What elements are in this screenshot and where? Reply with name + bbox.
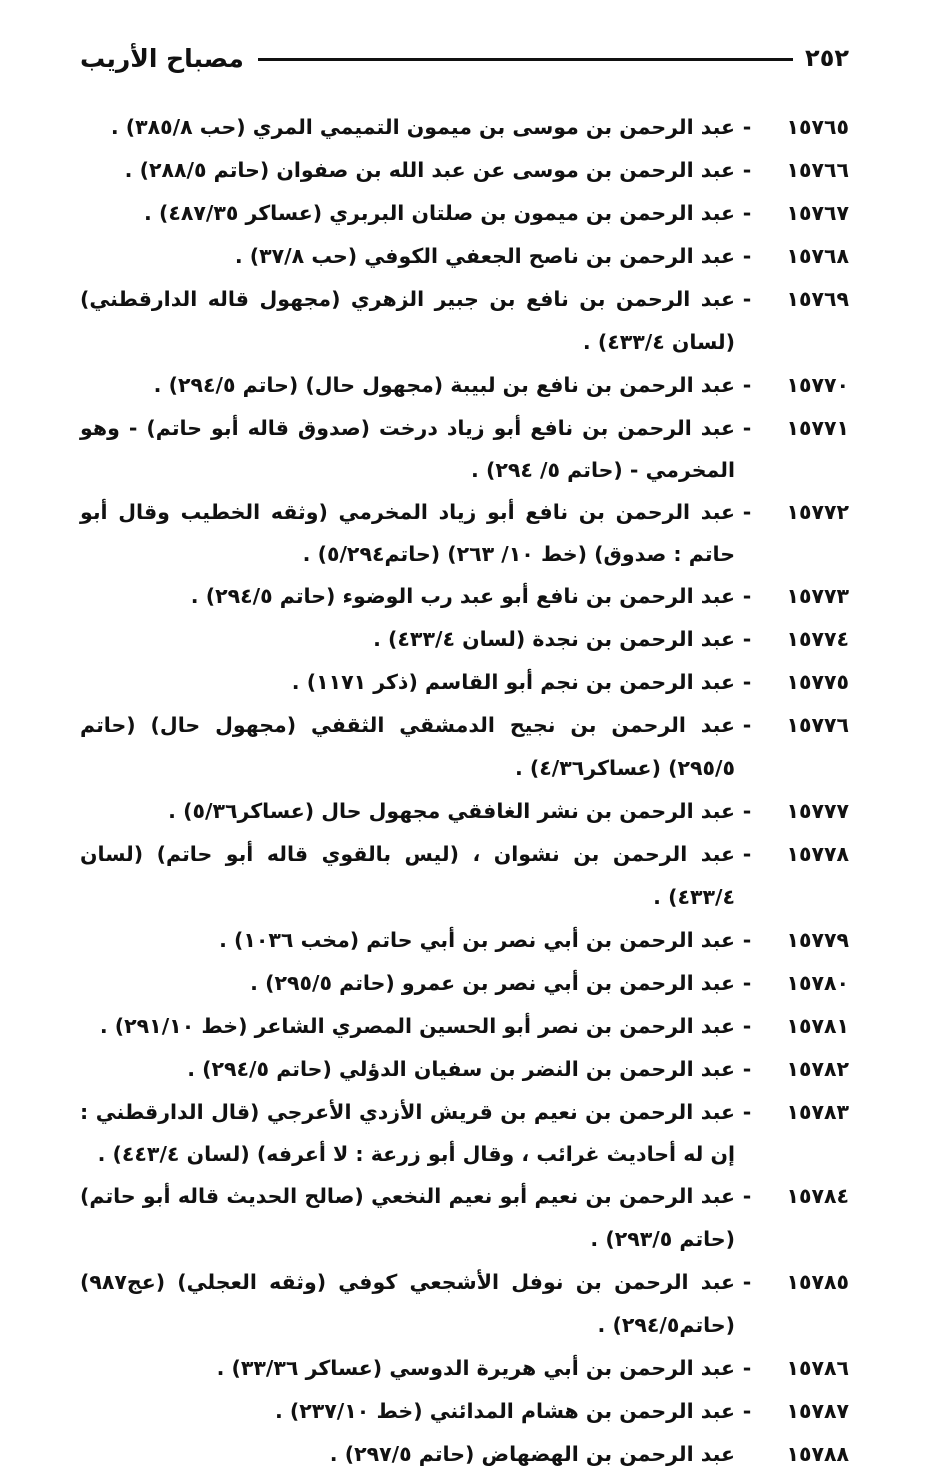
entry-text: عبد الرحمن بن موسى بن ميمون التميمي المري (حب ٣٨٥/٨) . [110,115,735,139]
entry-text: عبد الرحمن بن نعيم أبو نعيم النخعي (صالح الحديث قاله أبو حاتم) (حاتم ٢٩٣/٥) . [80,1184,735,1251]
list-item [80,491,849,575]
entry-number: ١٥٧٨١ [786,1014,849,1038]
entry-number: ١٥٧٨٣ [786,1100,849,1124]
entry-text: عبد الرحمن بن نجم أبو القاسم (ذكر ١١٧١) . [291,670,735,694]
entry-dash: - [742,1399,752,1423]
entry-dash: - [742,842,752,866]
entry-number: ١٥٧٦٨ [786,244,849,268]
entry-number: ١٥٧٨٠ [786,971,849,995]
header-rule [258,58,793,61]
entry-text: عبد الرحمن بن نعيم بن قريش الأزدي الأعرجي (قال الدارقطني : إن له أحاديث غرائب ، وقال أبو زرعة : لا أعرفه) (لسان ٤٤٣/٤) . [80,1100,735,1166]
entry-number: ١٥٧٧٤ [786,627,849,651]
list-item [80,1091,849,1175]
entry-text: عبد الرحمن بن نجيح الدمشقي الثقفي (مجهول حال) (حاتم ٢٩٥/٥) (عساكر٤/٣٦) . [80,713,735,780]
list-item [80,790,849,833]
page-header [80,38,849,78]
list-item [80,661,849,704]
entry-text: عبد الرحمن بن نافع أبو زياد درخت (صدوق قاله أبو حاتم) - وهو المخرمي - (حاتم ٥/ ٢٩٤) . [80,416,735,482]
entry-number: ١٥٧٦٦ [786,158,849,182]
entry-dash: - [742,158,752,182]
list-item [80,364,849,407]
entry-number: ١٥٧٧٨ [786,842,849,866]
entry-dash: - [742,713,752,737]
entry-number: ١٥٧٧٦ [786,713,849,737]
entry-number: ١٥٧٨٦ [786,1356,849,1380]
entry-text: عبد الرحمن بن هشام المدائني (خط ٢٣٧/١٠) . [274,1399,735,1423]
list-item [80,235,849,278]
list-item [80,1390,849,1433]
entry-text: عبد الرحمن بن نافع بن لبيبة (مجهول حال) (حاتم ٢٩٤/٥) . [153,373,735,397]
entry-dash: - [742,244,752,268]
entry-dash: - [742,584,752,608]
entry-number: ١٥٧٧٧ [786,799,849,823]
entry-text: عبد الرحمن بن ميمون بن صلتان البربري (عساكر ٤٨٧/٣٥) . [144,201,735,225]
entry-number: ١٥٧٦٩ [786,287,849,311]
entry-text: عبد الرحمن بن ناصح الجعفي الكوفي (حب ٣٧/٨) . [234,244,735,268]
book-title: مصباح الأريب [80,43,244,73]
entry-text: عبد الرحمن بن موسى عن عبد الله بن صفوان (حاتم ٢٨٨/٥) . [124,158,735,182]
entry-text: عبد الرحمن بن الهضهاض (حاتم ٢٩٧/٥) . [329,1442,735,1466]
list-item [80,149,849,192]
entry-dash: - [742,1014,752,1038]
entry-dash: - [742,971,752,995]
entry-text: عبد الرحمن بن نافع بن جبير الزهري (مجهول قاله الدارقطني) (لسان ٤٣٣/٤) . [80,287,735,354]
entry-text: عبد الرحمن بن أبي هريرة الدوسي (عساكر ٣٣/٣٦) . [216,1356,735,1380]
entry-text: عبد الرحمن بن أبي نصر بن أبي حاتم (مخب ١٠٣٦) . [219,928,735,952]
entry-number: ١٥٧٧١ [786,416,849,440]
entry-dash: - [742,115,752,139]
entry-number: ١٥٧٧٥ [786,670,849,694]
entry-number: ١٥٧٧٢ [786,500,849,524]
list-item [80,962,849,1005]
entry-dash: - [742,1356,752,1380]
entry-text: عبد الرحمن بن نافع أبو زياد المخرمي (وثقه الخطيب وقال أبو حاتم : صدوق) (خط ١٠/ ٢٦٣) (حاتم٥/٢٩٤) . [80,500,735,566]
list-item [80,407,849,491]
entry-list [80,106,849,1476]
list-item [80,833,849,919]
entry-number: ١٥٧٦٧ [786,201,849,225]
entry-number: ١٥٧٦٥ [786,115,849,139]
list-item [80,1261,849,1347]
entry-text: عبد الرحمن بن نوفل الأشجعي كوفي (وثقه العجلي) (عج٩٨٧) (حاتم٢٩٤/٥) . [80,1270,735,1337]
list-item [80,192,849,235]
entry-number: ١٥٧٨٧ [786,1399,849,1423]
list-item [80,1005,849,1048]
entry-dash: - [742,627,752,651]
entry-dash: - [742,416,752,440]
entry-number: ١٥٧٨٤ [786,1184,849,1208]
entry-dash: - [742,928,752,952]
entry-dash: - [742,670,752,694]
list-item [80,919,849,962]
list-item [80,575,849,618]
entry-dash: - [742,201,752,225]
entry-number: ١٥٧٧٣ [786,584,849,608]
list-item [80,1347,849,1390]
entry-text: عبد الرحمن بن نجدة (لسان ٤٣٣/٤) . [373,627,735,651]
entry-number: ١٥٧٨٢ [786,1057,849,1081]
entry-dash: - [742,500,752,524]
entry-text: عبد الرحمن بن نصر أبو الحسين المصري الشاعر (خط ٢٩١/١٠) . [99,1014,735,1038]
entry-dash: - [742,1184,752,1208]
entry-dash: - [742,1270,752,1294]
list-item [80,618,849,661]
entry-number: ١٥٧٧٩ [786,928,849,952]
entry-number: ١٥٧٨٥ [786,1270,849,1294]
list-item [80,704,849,790]
list-item [80,1175,849,1261]
entry-text: عبد الرحمن بن نشوان ، (ليس بالقوي قاله أبو حاتم) (لسان ٤٣٣/٤) . [80,842,735,909]
page-number: ٢٥٢ [805,44,849,72]
entry-number: ١٥٧٨٨ [786,1442,849,1466]
entry-text: عبد الرحمن بن النضر بن سفيان الدؤلي (حاتم ٢٩٤/٥) . [187,1057,735,1081]
entry-number: ١٥٧٧٠ [786,373,849,397]
entry-dash: - [742,1100,752,1124]
list-item [80,106,849,149]
entry-dash: - [742,1057,752,1081]
list-item [80,1433,849,1476]
entry-dash: - [742,287,752,311]
entry-dash: - [742,799,752,823]
list-item [80,1048,849,1091]
entry-text: عبد الرحمن بن أبي نصر بن عمرو (حاتم ٢٩٥/٥) . [250,971,735,995]
entry-text: عبد الرحمن بن نشر الغافقي مجهول حال (عساكر٥/٣٦) . [168,799,735,823]
list-item [80,278,849,364]
entry-text: عبد الرحمن بن نافع أبو عبد رب الوضوء (حاتم ٢٩٤/٥) . [190,584,735,608]
entry-dash: - [742,373,752,397]
